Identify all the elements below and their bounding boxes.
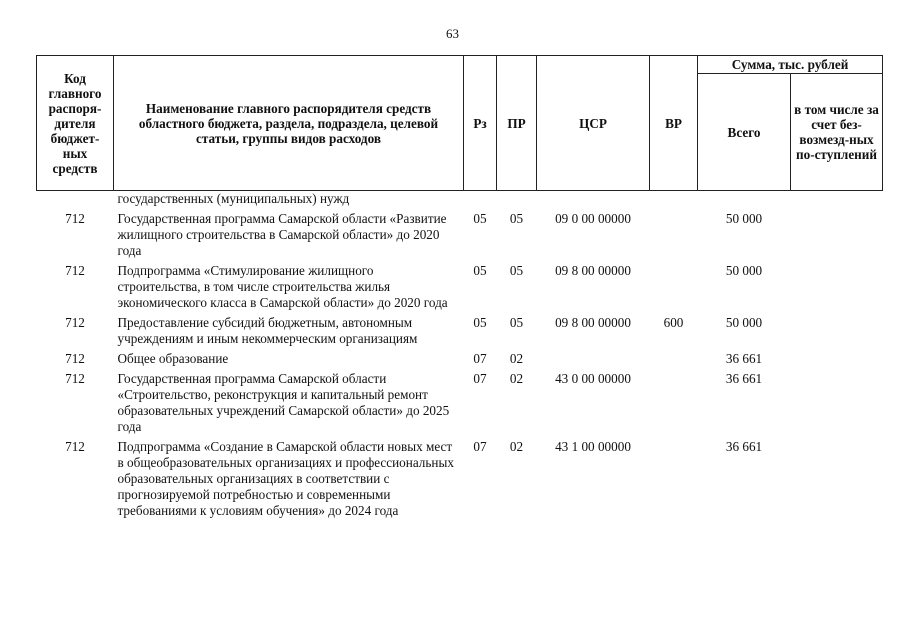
cell-total: 36 661 <box>725 371 763 386</box>
cell-free <box>791 263 883 315</box>
cell-pr: 02 <box>509 371 524 386</box>
cell-rz: 05 <box>473 315 487 330</box>
cell-rz: 07 <box>473 371 487 386</box>
header-free: в том числе за счет без-возмезд-ных по-ступлений <box>791 74 883 191</box>
table-row <box>37 263 883 315</box>
cell-code: 712 <box>65 211 85 226</box>
continuation-row <box>37 191 883 212</box>
cell-rz: 07 <box>473 351 487 366</box>
cell-rz: 05 <box>473 211 487 226</box>
cell-vr <box>650 351 698 371</box>
cell-vr <box>650 371 698 439</box>
header-sum-group: Сумма, тыс. рублей <box>698 56 883 74</box>
cell-vr: 600 <box>663 315 684 330</box>
header-name: Наименование главного распорядителя средств областного бюджета, раздела, подраздела, целевой статьи, группы видов расходов <box>114 56 464 191</box>
cell-code: 712 <box>65 439 85 454</box>
table-row <box>37 439 883 523</box>
cell-total: 36 661 <box>725 439 763 454</box>
header-vr: ВР <box>650 56 698 191</box>
cell-pr: 02 <box>509 439 524 454</box>
header-rz: Рз <box>464 56 497 191</box>
cell-free <box>791 351 883 371</box>
cell-code: 712 <box>65 351 85 366</box>
header-total: Всего <box>698 74 791 191</box>
budget-table <box>36 55 883 523</box>
cell-name: Подпрограмма «Создание в Самарской области новых мест в общеобразовательных организациях и профессиональных образовательных организациях в соответствии с прогнозируемой потребностью и современными требованиями к условиям обучения» до 2024 года <box>117 439 454 518</box>
header-pr: ПР <box>497 56 537 191</box>
table-row <box>37 371 883 439</box>
table-row <box>37 351 883 371</box>
cell-vr <box>650 211 698 263</box>
cell-free <box>791 211 883 263</box>
table-row <box>37 315 883 351</box>
cell-free <box>791 315 883 351</box>
cell-code: 712 <box>65 263 85 278</box>
cell-name: Подпрограмма «Стимулирование жилищного строительства, в том числе строительства жилья экономического класса в Самарской области» до 2020 года <box>117 263 448 310</box>
cell-csr <box>537 351 650 371</box>
table-body <box>37 191 883 524</box>
cell-name: Государственная программа Самарской области «Строительство, реконструкция и капитальный ремонт образовательных учреждений Самарской области» до 2025 года <box>117 371 450 434</box>
cell-pr: 05 <box>509 211 524 226</box>
cell-total: 36 661 <box>725 351 763 366</box>
header-code: Код главного распоря-дителя бюджет-ных средств <box>37 56 114 191</box>
cell-csr: 09 8 00 00000 <box>555 315 631 330</box>
cell-total: 50 000 <box>725 315 763 330</box>
cell-vr <box>650 263 698 315</box>
table-header <box>37 56 883 191</box>
cell-free <box>791 439 883 523</box>
cell-free <box>791 371 883 439</box>
cell-rz: 05 <box>473 263 487 278</box>
cell-pr: 02 <box>509 351 524 366</box>
cell-code: 712 <box>65 371 85 386</box>
cell-vr <box>650 439 698 523</box>
cell-name: Государственная программа Самарской области «Развитие жилищного строительства в Самарской области» до 2020 года <box>117 211 447 258</box>
cell-csr: 09 8 00 00000 <box>555 263 631 278</box>
cell-csr: 43 1 00 00000 <box>555 439 631 454</box>
cell-code: 712 <box>65 315 85 330</box>
table-row <box>37 211 883 263</box>
page-number: 63 <box>446 26 459 41</box>
cell-total: 50 000 <box>725 211 763 226</box>
cell-total: 50 000 <box>725 263 763 278</box>
continuation-text: государственных (муниципальных) нужд <box>117 191 350 206</box>
cell-name: Предоставление субсидий бюджетным, автономным учреждениям и иным некоммерческим организациям <box>117 315 418 346</box>
cell-csr: 09 0 00 00000 <box>555 211 631 226</box>
cell-pr: 05 <box>509 263 524 278</box>
cell-csr: 43 0 00 00000 <box>555 371 631 386</box>
cell-name: Общее образование <box>117 351 229 366</box>
cell-rz: 07 <box>473 439 487 454</box>
header-csr: ЦСР <box>537 56 650 191</box>
cell-pr: 05 <box>509 315 524 330</box>
